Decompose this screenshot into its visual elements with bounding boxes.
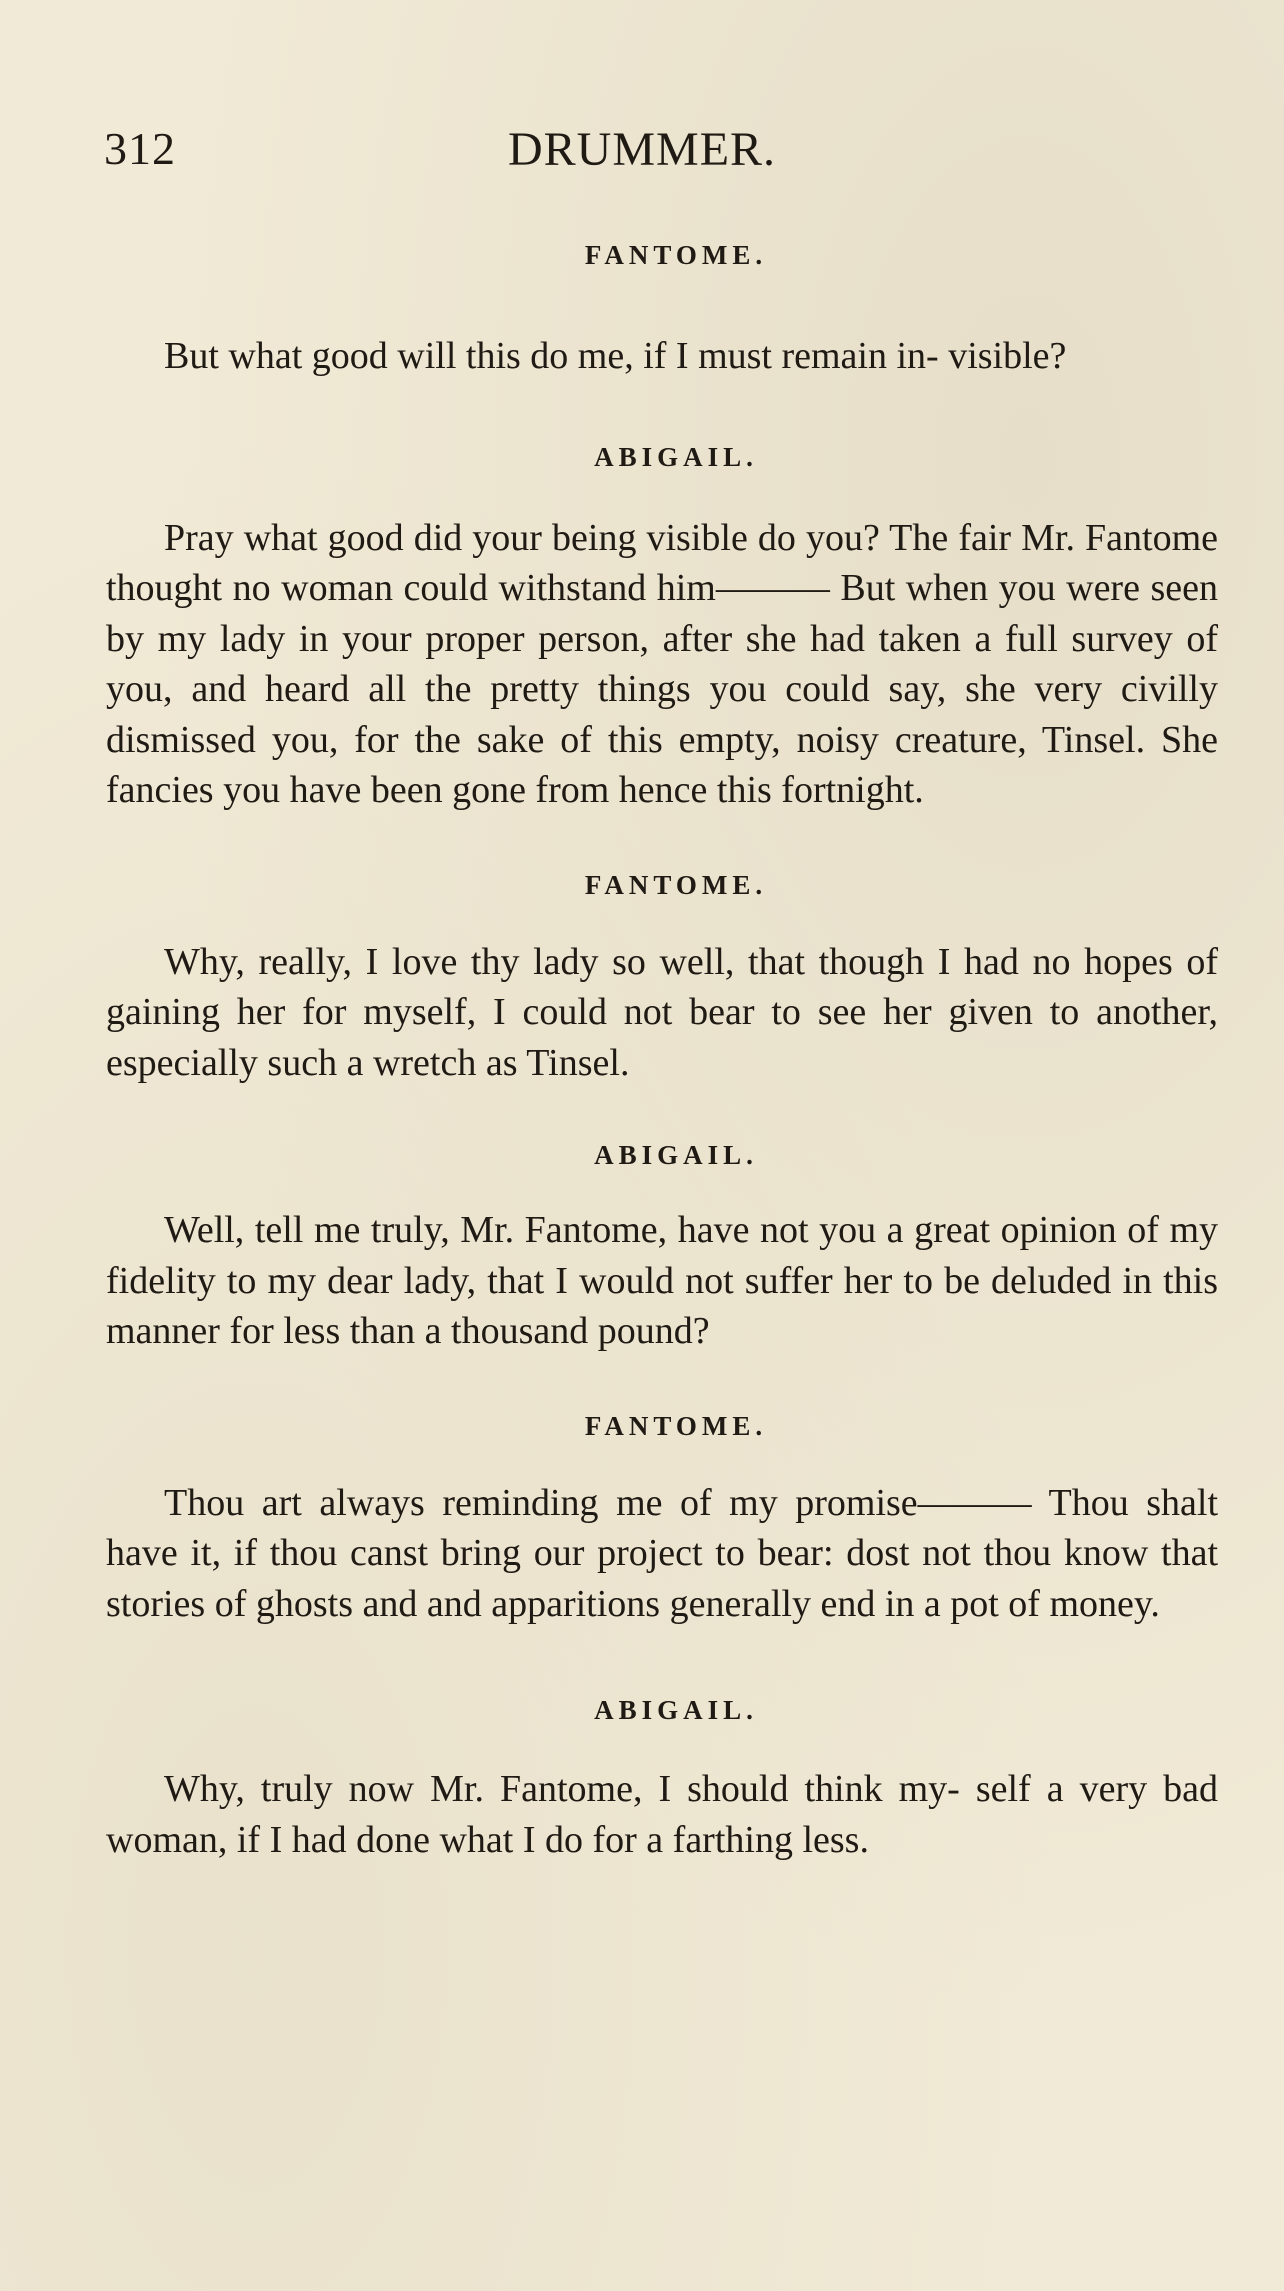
speech-paragraph: Why, truly now Mr. Fantome, I should think my- self a very bad woman, if I had done what I do for a farthing less. (106, 1768, 1218, 1861)
dialogue-text (106, 240, 1218, 1865)
speaker-name: ABIGAIL. (594, 441, 758, 472)
speaker-name: ABIGAIL. (594, 1695, 758, 1725)
page-header (104, 122, 1216, 192)
speech-paragraph: Well, tell me truly, Mr. Fantome, have not you a great opinion of my fidelity to my dear lady, that I would not suffer her to be deluded in this manner for less than a thousand pound? (106, 1209, 1218, 1352)
speaker-name: FANTOME. (584, 1410, 768, 1441)
speaker-name: FANTOME. (584, 869, 768, 900)
speaker-name: FANTOME. (584, 240, 768, 270)
speech-paragraph: Pray what good did your being visible do you? The fair Mr. Fantome thought no woman could withstand him——— But when you were seen by my lady in your proper person, after she had taken a full survey of you, and heard all the pretty things you could say, she very civilly dismissed you, for the sake of this empty, noisy creature, Tinsel. She fancies you have been gone from hence this fortnight. (106, 516, 1218, 811)
running-title: DRUMMER. (508, 123, 777, 176)
speaker-name: ABIGAIL. (594, 1140, 758, 1170)
page-number: 312 (104, 123, 176, 174)
speech-paragraph: But what good will this do me, if I must remain in- visible? (164, 335, 1067, 377)
speech-paragraph: Why, really, I love thy lady so well, that though I had no hopes of gaining her for myself, I could not bear to see her given to another, especially such a wretch as Tinsel. (106, 940, 1218, 1084)
speech-paragraph: Thou art always reminding me of my promise——— Thou shalt have it, if thou canst bring our project to bear: dost not thou know that stories of ghosts and and apparitions generally end in a pot of money. (106, 1481, 1218, 1625)
